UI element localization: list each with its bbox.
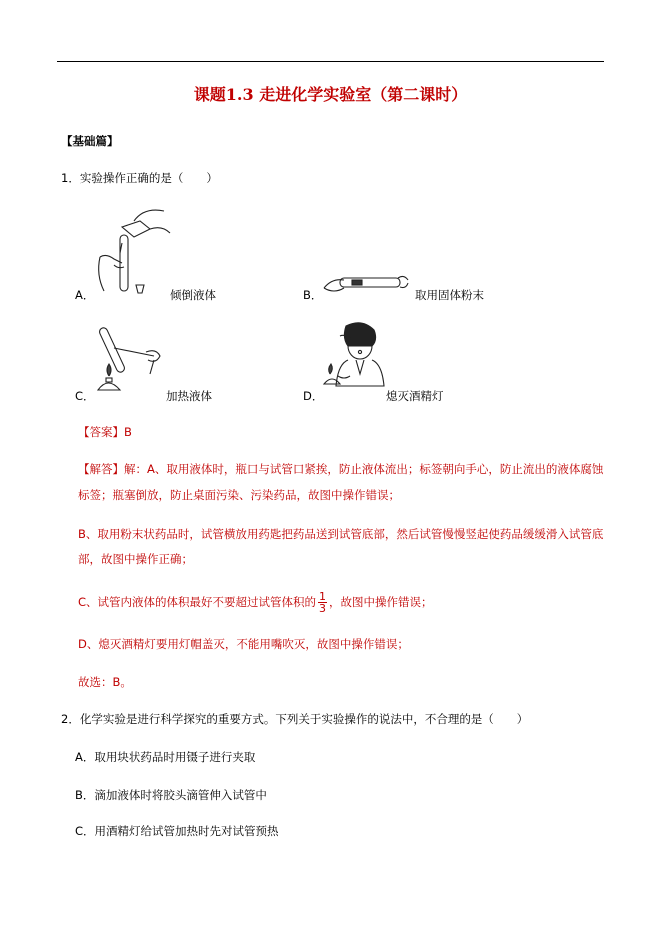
q2-stem: 2．化学实验是进行科学探究的重要方式。下列关于实验操作的说法中，不合理的是（ ） (61, 712, 529, 726)
q1-option-a-label: 倾倒液体 (170, 288, 216, 302)
q1-option-d-letter: D． (303, 389, 324, 403)
fraction-denominator: 3 (319, 602, 327, 615)
q2-option-a: A．取用块状药品时用镊子进行夹取 (75, 750, 256, 764)
pouring-liquid-figure (92, 205, 172, 300)
q1-analysis-b-line1: B、取用粉末状药品时，试管横放用药匙把药品送到试管底部，然后试管慢慢竖起使药品缓缓滑入试管底 (78, 527, 604, 541)
q2-option-c: C．用酒精灯给试管加热时先对试管预热 (75, 824, 279, 838)
q1-option-c-letter: C． (75, 389, 95, 403)
q1-option-d-label: 熄灭酒精灯 (386, 389, 444, 403)
section-label: 【基础篇】 (61, 134, 119, 148)
page-title: 课题1.3 走进化学实验室（第二课时） (193, 85, 468, 104)
q1-analysis-c-post: ，故图中操作错误； (329, 595, 433, 609)
q1-option-b-label: 取用固体粉末 (415, 288, 484, 302)
powder-tube-figure (318, 268, 410, 298)
q1-analysis-a-line1: 【解答】解：A、取用液体时，瓶口与试管口紧挨，防止液体流出；标签朝向手心，防止流出的液体腐蚀 (78, 462, 604, 476)
q1-analysis-d: D、熄灭酒精灯要用灯帽盖灭，不能用嘴吹灭，故图中操作错误； (78, 637, 409, 651)
q1-stem: 1．实验操作正确的是（ ） (61, 171, 218, 185)
q1-analysis-c-pre: C、试管内液体的体积最好不要超过试管体积的 (78, 595, 317, 609)
q1-option-b-letter: B． (303, 288, 323, 302)
fraction-numerator: 1 (319, 590, 327, 603)
blowing-lamp-figure (320, 320, 390, 395)
q1-option-a-letter: A． (75, 288, 95, 302)
q1-analysis-b-line2: 部，故图中操作正确； (78, 552, 193, 566)
q1-option-c-label: 加热液体 (166, 389, 212, 403)
q1-conclusion: 故选：B。 (78, 675, 132, 689)
q1-answer: 【答案】B (78, 425, 132, 439)
heating-liquid-figure (92, 318, 172, 398)
q1-analysis-c (78, 591, 433, 614)
q1-analysis-a-line2: 标签；瓶塞倒放，防止桌面污染、污染药品，故图中操作错误； (78, 488, 400, 502)
q2-option-b: B．滴加液体时将胶头滴管伸入试管中 (75, 788, 267, 802)
header-rule (57, 61, 604, 62)
fraction-one-third (318, 591, 327, 614)
